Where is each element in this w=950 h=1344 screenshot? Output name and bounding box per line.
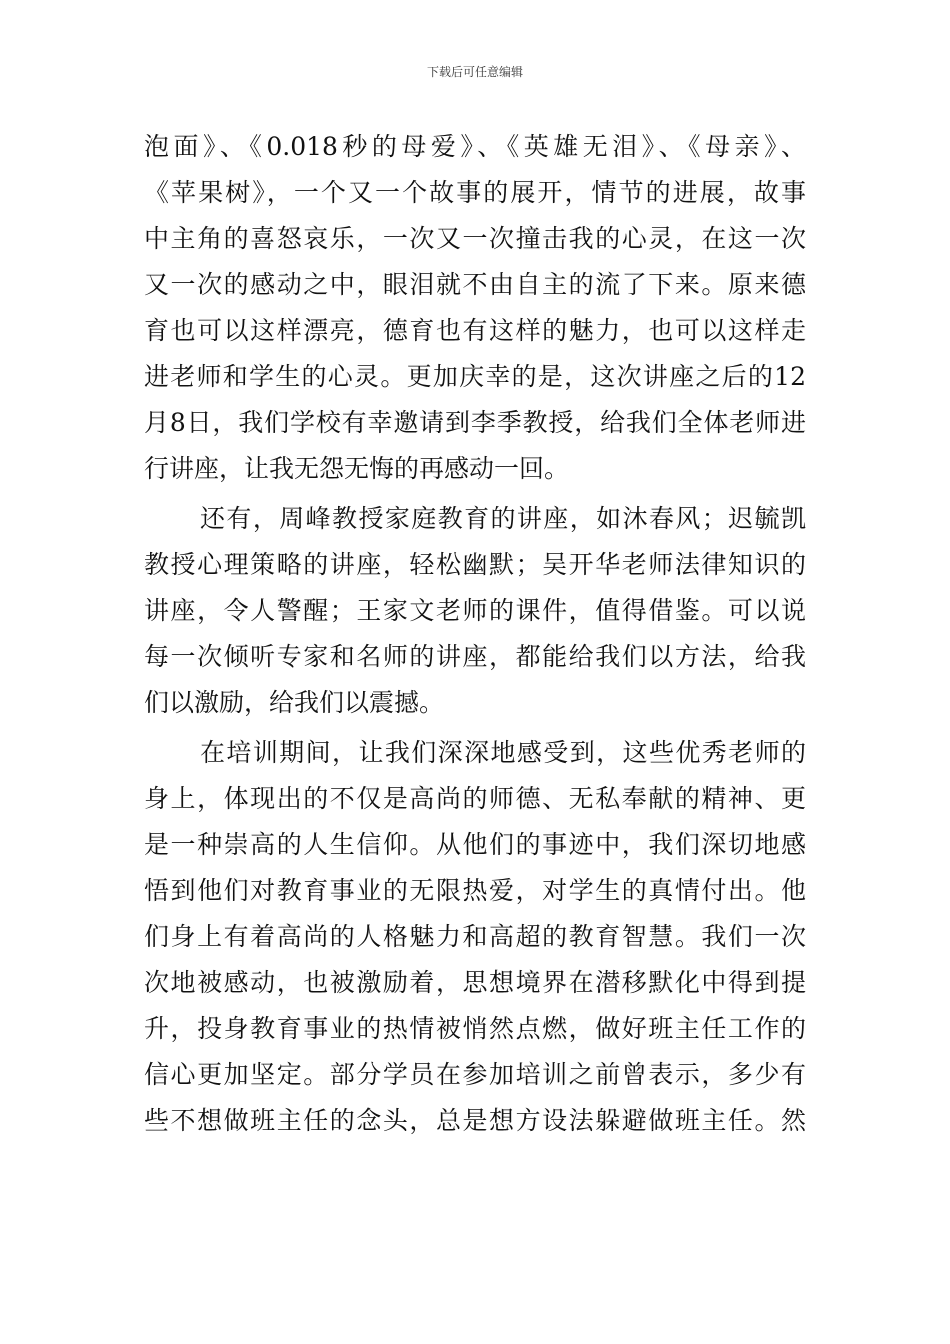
- text-line: 月8日，我们学校有幸邀请到李季教授，给我们全体老师进: [144, 408, 806, 437]
- paragraph-2: [144, 496, 806, 726]
- text-line: 些不想做班主任的念头，总是想方设法躲避做班主任。然: [144, 1106, 806, 1135]
- text-line: 行讲座，让我无怨无悔的再感动一回。: [144, 454, 570, 483]
- text-line: 们身上有着高尚的人格魅力和高超的教育智慧。我们一次: [144, 922, 806, 951]
- text-line: 教授心理策略的讲座，轻松幽默；吴开华老师法律知识的: [144, 550, 806, 579]
- text-line: 次地被感动，也被激励着，思想境界在潜移默化中得到提: [144, 968, 806, 997]
- text-line: 信心更加坚定。部分学员在参加培训之前曾表示，多少有: [144, 1060, 806, 1089]
- text-line: 育也可以这样漂亮，德育也有这样的魅力，也可以这样走: [144, 316, 806, 345]
- text-line: 《苹果树》，一个又一个故事的展开，情节的进展，故事: [144, 178, 806, 207]
- text-line: 中主角的喜怒哀乐，一次又一次撞击我的心灵，在这一次: [144, 224, 806, 253]
- paragraph-1: [144, 124, 806, 492]
- text-line: 又一次的感动之中，眼泪就不由自主的流了下来。原来德: [144, 270, 806, 299]
- document-body: [144, 124, 806, 1144]
- page-header: 下载后可任意编辑: [426, 65, 523, 79]
- text-line: 还有，周峰教授家庭教育的讲座，如沐春风；迟毓凯: [200, 504, 806, 533]
- paragraph-3: [144, 730, 806, 1144]
- text-line: 们以激励，给我们以震撼。: [144, 688, 445, 717]
- text-line: 身上，体现出的不仅是高尚的师德、无私奉献的精神、更: [144, 784, 806, 813]
- text-line: 在培训期间，让我们深深地感受到，这些优秀老师的: [200, 738, 806, 767]
- text-line: 泡面》、《0.018秒的母爱》、《英雄无泪》、《母亲》、: [144, 132, 806, 161]
- text-line: 讲座，令人警醒；王家文老师的课件，值得借鉴。可以说: [144, 596, 806, 625]
- text-line: 每一次倾听专家和名师的讲座，都能给我们以方法，给我: [144, 642, 806, 671]
- text-line: 升，投身教育事业的热情被悄然点燃，做好班主任工作的: [144, 1014, 806, 1043]
- text-line: 悟到他们对教育事业的无限热爱，对学生的真情付出。他: [144, 876, 806, 905]
- text-line: 是一种崇高的人生信仰。从他们的事迹中，我们深切地感: [144, 830, 806, 859]
- text-line: 进老师和学生的心灵。更加庆幸的是，这次讲座之后的12: [144, 362, 806, 391]
